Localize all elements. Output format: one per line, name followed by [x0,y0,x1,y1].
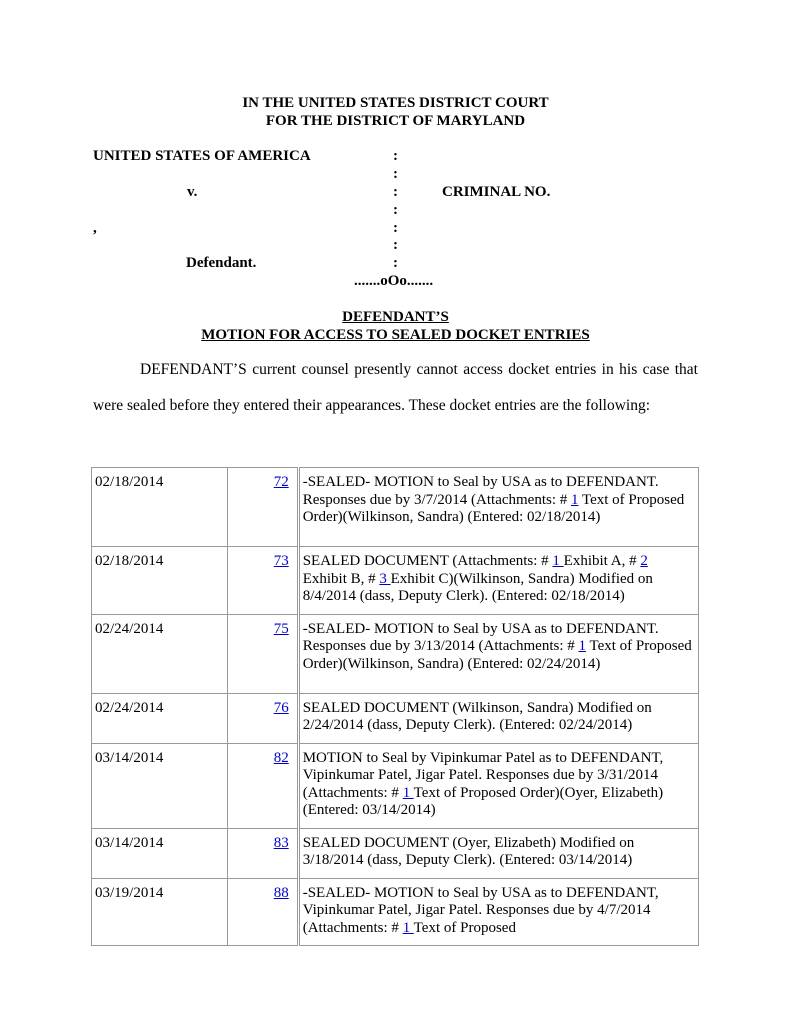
motion-title-line1: DEFENDANT’S [342,309,449,325]
attachment-link[interactable]: 2 [640,553,648,569]
attachment-link[interactable]: 1 [402,919,414,936]
criminal-no-label: CRIMINAL NO. [442,184,551,200]
versus-label: v. [187,184,198,200]
defendant-name: , [93,220,97,236]
caption-colon: : [393,255,398,271]
docket-text: SEALED DOCUMENT (Attachments: # 1 Exhibit A, # 2 Exhibit B, # 3 Exhibit C)(Wilkinson, Sandra) Modified on 8/4/2014 (dass, Deputy Clerk). (Entered: 02/18/2014) [298,547,698,615]
plaintiff-name: UNITED STATES OF AMERICA [93,148,311,164]
docket-number-cell [228,828,298,878]
attachment-link[interactable]: 3 [379,570,391,587]
docket-text: SEALED DOCUMENT (Wilkinson, Sandra) Modified on 2/24/2014 (dass, Deputy Clerk). (Entered: 02/24/2014) [298,693,698,743]
docket-number-link[interactable]: 88 [273,884,289,901]
attachment-link[interactable]: 1 [578,638,587,654]
docket-number-link[interactable]: 82 [273,749,289,766]
docket-text: -SEALED- MOTION to Seal by USA as to DEFENDANT. Responses due by 3/7/2014 (Attachments: # 1 Text of Proposed Order)(Wilkinson, Sandra) (Entered: 02/18/2014) [298,468,698,547]
docket-date: 03/19/2014 [92,878,228,946]
docket-number-link[interactable]: 83 [273,834,289,851]
docket-number-link[interactable]: 73 [273,553,289,569]
caption-colon: : [393,202,398,218]
motion-title-line2: MOTION FOR ACCESS TO SEALED DOCKET ENTRIES [201,327,590,343]
docket-number-cell [228,878,298,946]
docket-date: 03/14/2014 [92,743,228,828]
docket-date: 02/18/2014 [92,468,228,547]
body-paragraph-text: DEFENDANT’S current counsel presently cannot access docket entries in his case that were sealed before they entered their appearances. These docket entries are the following: [93,361,698,414]
caption-colon: : [393,220,398,236]
docket-table [91,467,699,946]
docket-row [92,828,699,878]
defendant-label: Defendant. [186,255,257,271]
docket-date: 02/18/2014 [92,547,228,615]
caption-colon: : [393,237,398,253]
docket-number-link[interactable]: 75 [273,620,289,637]
docket-date: 02/24/2014 [92,693,228,743]
docket-number-cell [228,693,298,743]
docket-number-link[interactable]: 76 [273,699,289,716]
attachment-link[interactable]: 1 [571,491,579,508]
caption-colon: : [393,148,398,164]
docket-row [92,693,699,743]
docket-number-cell [228,614,298,693]
body-paragraph [93,352,698,423]
docket-date: 03/14/2014 [92,828,228,878]
caption-colon: : [393,166,398,182]
attachment-link[interactable]: 1 [552,553,564,569]
docket-text: MOTION to Seal by Vipinkumar Patel as to DEFENDANT, Vipinkumar Patel, Jigar Patel. Responses due by 3/31/2014 (Attachments: # 1 Text of Proposed Order)(Oyer, Elizabeth) (Entered: 03/14/2014) [298,743,698,828]
court-name-line1: IN THE UNITED STATES DISTRICT COURT [242,95,549,111]
docket-date: 02/24/2014 [92,614,228,693]
docket-number-cell [228,743,298,828]
docket-row [92,547,699,615]
caption-colon: : [393,184,398,200]
docket-row [92,878,699,946]
docket-row [92,614,699,693]
docket-number-cell [228,468,298,547]
court-name-line2: FOR THE DISTRICT OF MARYLAND [265,113,526,129]
attachment-link[interactable]: 1 [402,784,414,801]
docket-text: SEALED DOCUMENT (Oyer, Elizabeth) Modified on 3/18/2014 (dass, Deputy Clerk). (Entered: 03/14/2014) [298,828,698,878]
docket-text: -SEALED- MOTION to Seal by USA as to DEFENDANT. Responses due by 3/13/2014 (Attachments: # 1 Text of Proposed Order)(Wilkinson, Sandra) (Entered: 02/24/2014) [298,614,698,693]
caption-separator: .......oOo....... [354,273,434,289]
docket-row [92,468,699,547]
docket-row [92,743,699,828]
docket-number-link[interactable]: 72 [273,474,289,490]
docket-text: -SEALED- MOTION to Seal by USA as to DEFENDANT, Vipinkumar Patel, Jigar Patel. Responses due by 4/7/2014 (Attachments: # 1 Text of Proposed [298,878,698,946]
docket-number-cell [228,547,298,615]
